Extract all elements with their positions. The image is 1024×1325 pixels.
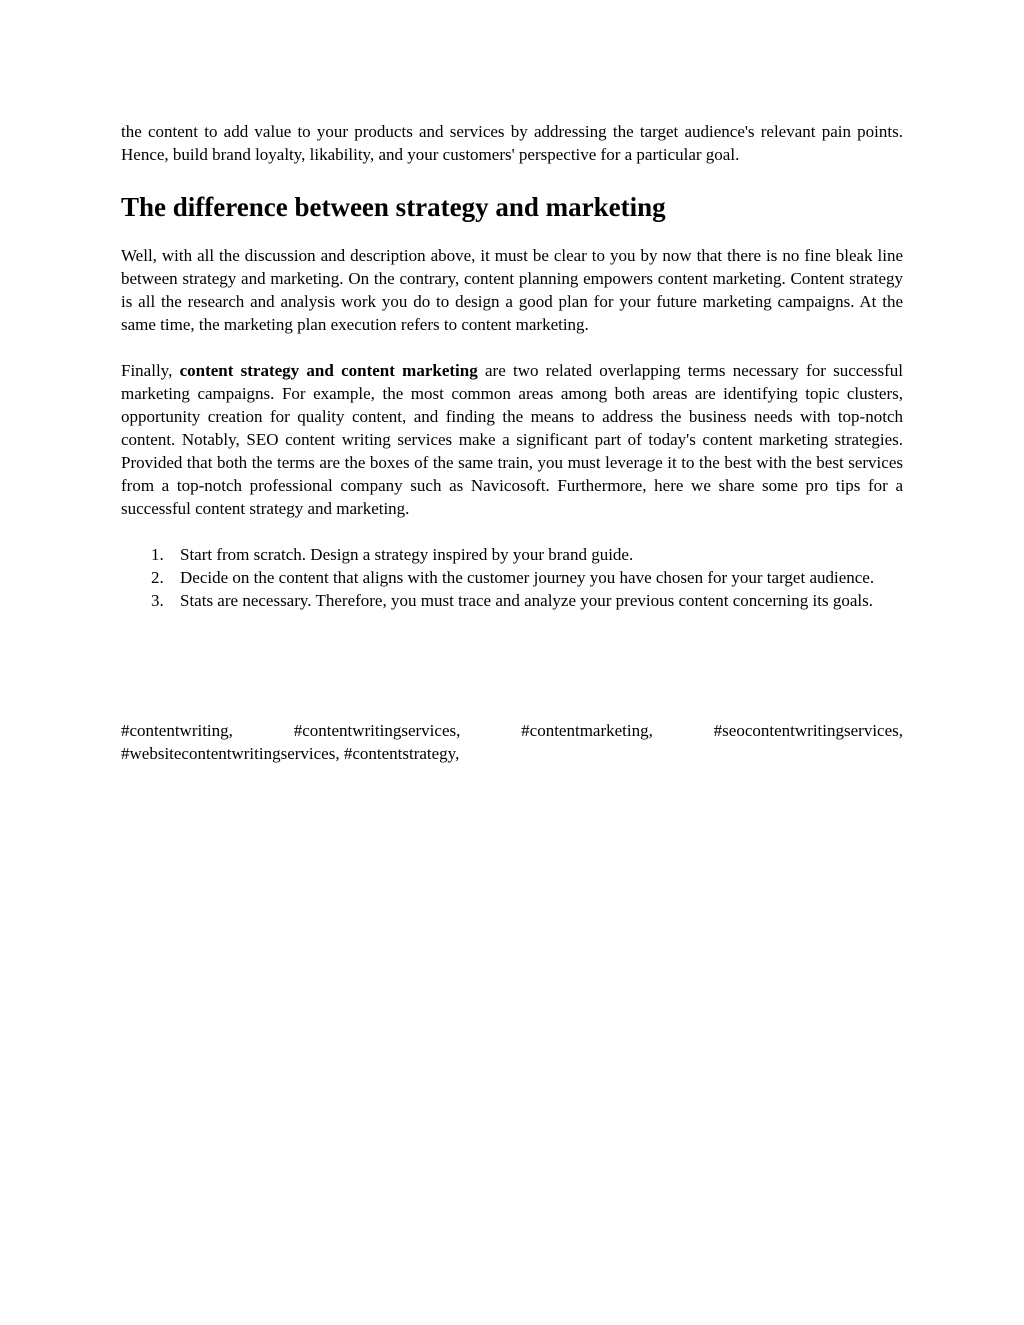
paragraph-finally [121,359,903,520]
bold-phrase: content strategy and content marketing [179,361,478,380]
list-item [121,566,903,589]
paragraph-finally-rest: are two related overlapping terms necessary for successful marketing campaigns. For example, the most common areas among both areas are identifying topic clusters, opportunity creation for quality content, and finding the means to address the business needs with top-notch content. Notably, SEO content writing services make a significant part of today's content marketing strategies. Provided that both the terms are the boxes of the same train, you must leverage it to the best with the best services from a top-notch professional company such as Navicosoft. Furthermore, here we share some pro tips for a successful content strategy and marketing. [121,361,903,518]
list-number: 3. [151,591,164,610]
document-body [121,120,903,765]
hashtags: #contentwriting, #contentwritingservices, #contentmarketing, #seocontentwritingservices, #websitecontentwritingservices, #contentstrategy, [121,721,903,763]
section-heading: The difference between strategy and marketing [121,192,666,222]
paragraph-strategy-vs-marketing: Well, with all the discussion and description above, it must be clear to you by now that there is no fine bleak line between strategy and marketing. On the contrary, content planning empowers content marketing. Content strategy is all the research and analysis work you do to design a good plan for your future marketing campaigns. At the same time, the marketing plan execution refers to content marketing. [121,246,903,334]
list-text: Decide on the content that aligns with the customer journey you have chosen for your target audience. [180,568,875,587]
list-item [121,589,903,612]
list-number: 2. [151,568,164,587]
tips-list [121,543,903,612]
list-text: Stats are necessary. Therefore, you must trace and analyze your previous content concerning its goals. [180,591,873,610]
list-number: 1. [151,545,164,564]
list-item [121,543,903,566]
intro-paragraph: the content to add value to your products and services by addressing the target audience's relevant pain points. Hence, build brand loyalty, likability, and your customers' perspective for a particular goal. [121,122,903,164]
list-text: Start from scratch. Design a strategy inspired by your brand guide. [180,545,634,564]
paragraph-finally-start: Finally, [121,361,180,380]
